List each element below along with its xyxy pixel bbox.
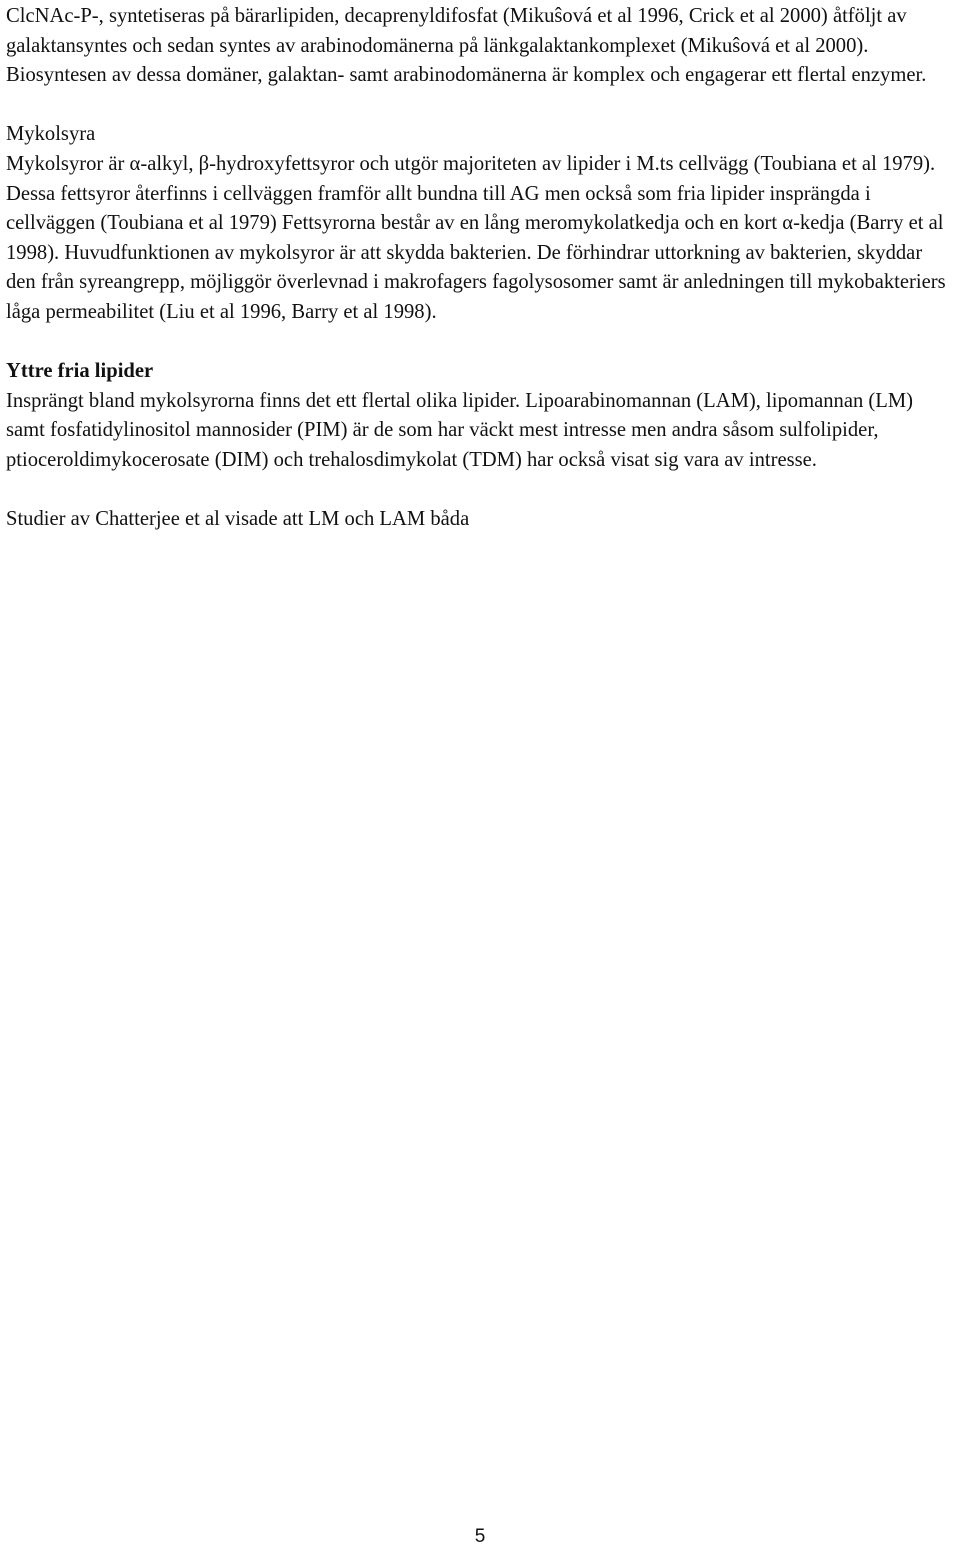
paragraph-spacer	[6, 91, 956, 121]
paragraph-studier: Studier av Chatterjee et al visade att LM och LAM båda	[6, 508, 470, 531]
paragraph-biosynthesis: ClcNAc-P-, syntetiseras på bärarlipiden, decaprenyldifosfat (Mikuŝová et al 1996, Crick et al 2000) åtföljt av galaktansyntes och sedan syntes av arabinodomänerna på länkgalaktankomplexet (Mikuŝová et al 2000). Biosyntesen av dessa domäner, galaktan- samt arabinodomänerna är komplex och engagerar ett flertal enzymer.	[6, 5, 927, 87]
paragraph-lipider: Insprängt bland mykolsyrorna finns det ett flertal olika lipider. Lipoarabinomannan (LAM), lipomannan (LM) samt fosfatidylinositol mannosider (PIM) är de som har väckt mest intresse men andra såsom sulfolipider, ptioceroldimykocerosate (DIM) och trehalosdimykolat (TDM) har också visat sig vara av intresse.	[6, 389, 914, 471]
page-number: 5	[474, 1526, 486, 1547]
paragraph-spacer	[6, 476, 956, 506]
section-title-yttre-fria-lipider: Yttre fria lipider	[6, 360, 154, 383]
document-page	[6, 2, 956, 535]
section-title-mykolsyra: Mykolsyra	[6, 123, 96, 146]
paragraph-mykolsyra: Mykolsyror är α-alkyl, β-hydroxyfettsyror och utgör majoriteten av lipider i M.ts cellvägg (Toubiana et al 1979). Dessa fettsyror återfinns i cellväggen framför allt bundna till AG men också som fria lipider insprängda i cellväggen (Toubiana et al 1979) Fettsyrorna består av en lång meromykolatkedja och en kort α-kedja (Barry et al 1998). Huvudfunktionen av mykolsyror är att skydda bakterien. De förhindrar uttorkning av bakterien, skyddar den från syreangrepp, möjliggör överlevnad i makrofagers fagolysosomer samt är anledningen till mykobakteriers låga permeabilitet (Liu et al 1996, Barry et al 1998).	[6, 152, 946, 323]
paragraph-spacer	[6, 328, 956, 358]
